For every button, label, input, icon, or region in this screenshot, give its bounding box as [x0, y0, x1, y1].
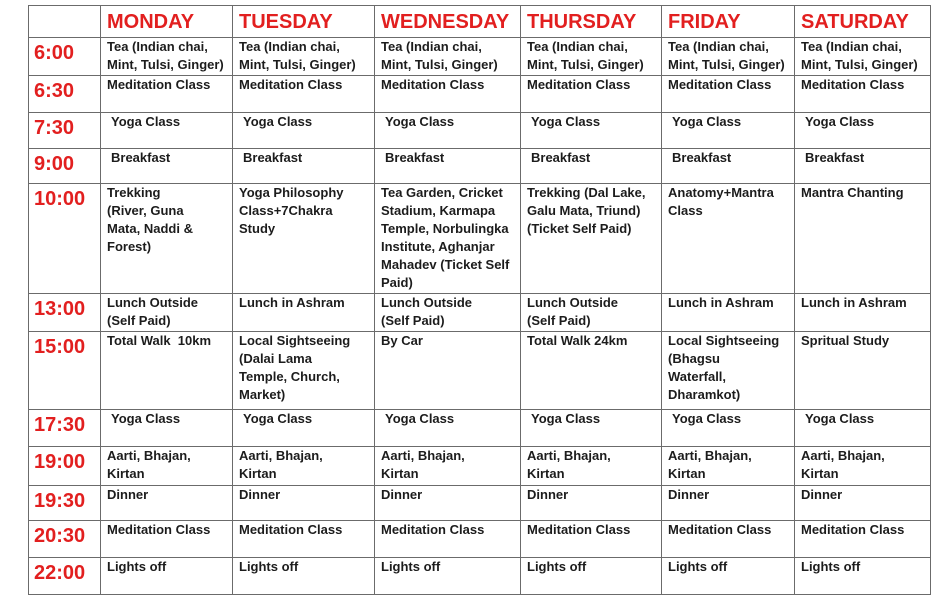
- activity-cell: Local Sightseeing (Bhagsu Waterfall, Dharamkot): [662, 332, 795, 410]
- activity-cell: Meditation Class: [521, 521, 662, 558]
- activity-cell: Meditation Class: [795, 76, 931, 113]
- activity-cell: Lunch in Ashram: [662, 294, 795, 332]
- schedule-row: [29, 447, 931, 486]
- time-slot: 22:00: [29, 558, 101, 595]
- activity-cell: Aarti, Bhajan, Kirtan: [233, 447, 375, 486]
- schedule-row: [29, 76, 931, 113]
- time-slot: 15:00: [29, 332, 101, 410]
- activity-cell: Yoga Class: [521, 410, 662, 447]
- activity-cell: Dinner: [521, 486, 662, 521]
- activity-cell: Tea (Indian chai, Mint, Tulsi, Ginger): [662, 38, 795, 76]
- time-slot: 6:30: [29, 76, 101, 113]
- activity-cell: Lunch Outside (Self Paid): [101, 294, 233, 332]
- header-row: [29, 6, 931, 38]
- time-slot: 7:30: [29, 113, 101, 149]
- activity-cell: Yoga Class: [233, 113, 375, 149]
- activity-cell: Meditation Class: [662, 76, 795, 113]
- day-header: TUESDAY: [233, 6, 375, 38]
- activity-cell: Tea Garden, Cricket Stadium, Karmapa Temple, Norbulingka Institute, Aghanjar Mahadev (Ticket Self Paid): [375, 184, 521, 294]
- activity-cell: Yoga Class: [795, 113, 931, 149]
- activity-cell: Aarti, Bhajan, Kirtan: [795, 447, 931, 486]
- time-slot: 17:30: [29, 410, 101, 447]
- activity-cell: Breakfast: [233, 149, 375, 184]
- activity-cell: Yoga Philosophy Class+7Chakra Study: [233, 184, 375, 294]
- activity-cell: By Car: [375, 332, 521, 410]
- activity-cell: Breakfast: [521, 149, 662, 184]
- schedule-row: [29, 558, 931, 595]
- activity-cell: Yoga Class: [521, 113, 662, 149]
- activity-cell: Meditation Class: [233, 76, 375, 113]
- day-header: MONDAY: [101, 6, 233, 38]
- activity-cell: Breakfast: [662, 149, 795, 184]
- activity-cell: Dinner: [795, 486, 931, 521]
- activity-cell: Yoga Class: [101, 113, 233, 149]
- activity-cell: Meditation Class: [375, 521, 521, 558]
- activity-cell: Lunch Outside (Self Paid): [521, 294, 662, 332]
- activity-cell: Dinner: [375, 486, 521, 521]
- time-slot: 13:00: [29, 294, 101, 332]
- time-slot: 19:30: [29, 486, 101, 521]
- activity-cell: Meditation Class: [375, 76, 521, 113]
- activity-cell: Meditation Class: [101, 76, 233, 113]
- activity-cell: Mantra Chanting: [795, 184, 931, 294]
- schedule-row: [29, 410, 931, 447]
- activity-cell: Trekking (River, Guna Mata, Naddi & Forest): [101, 184, 233, 294]
- day-header: FRIDAY: [662, 6, 795, 38]
- activity-cell: Lights off: [101, 558, 233, 595]
- day-header: WEDNESDAY: [375, 6, 521, 38]
- activity-cell: Aarti, Bhajan, Kirtan: [662, 447, 795, 486]
- day-header: SATURDAY: [795, 6, 931, 38]
- activity-cell: Tea (Indian chai, Mint, Tulsi, Ginger): [101, 38, 233, 76]
- activity-cell: Tea (Indian chai, Mint, Tulsi, Ginger): [795, 38, 931, 76]
- activity-cell: Breakfast: [375, 149, 521, 184]
- activity-cell: Dinner: [233, 486, 375, 521]
- activity-cell: Trekking (Dal Lake, Galu Mata, Triund) (Ticket Self Paid): [521, 184, 662, 294]
- activity-cell: Spritual Study: [795, 332, 931, 410]
- schedule-row: [29, 521, 931, 558]
- activity-cell: Lights off: [233, 558, 375, 595]
- activity-cell: Aarti, Bhajan, Kirtan: [521, 447, 662, 486]
- schedule-row: [29, 38, 931, 76]
- activity-cell: Local Sightseeing (Dalai Lama Temple, Church, Market): [233, 332, 375, 410]
- time-slot: 10:00: [29, 184, 101, 294]
- activity-cell: Lunch Outside (Self Paid): [375, 294, 521, 332]
- activity-cell: Total Walk 10km: [101, 332, 233, 410]
- activity-cell: Aarti, Bhajan, Kirtan: [375, 447, 521, 486]
- schedule-row: [29, 294, 931, 332]
- activity-cell: Yoga Class: [662, 410, 795, 447]
- activity-cell: Lunch in Ashram: [233, 294, 375, 332]
- activity-cell: Yoga Class: [795, 410, 931, 447]
- day-header: THURSDAY: [521, 6, 662, 38]
- schedule-row: [29, 113, 931, 149]
- schedule-row: [29, 184, 931, 294]
- schedule-table: [28, 5, 931, 595]
- activity-cell: Lights off: [795, 558, 931, 595]
- activity-cell: Yoga Class: [662, 113, 795, 149]
- activity-cell: Meditation Class: [233, 521, 375, 558]
- activity-cell: Meditation Class: [101, 521, 233, 558]
- activity-cell: Tea (Indian chai, Mint, Tulsi, Ginger): [233, 38, 375, 76]
- schedule-row: [29, 486, 931, 521]
- activity-cell: Meditation Class: [795, 521, 931, 558]
- schedule-row: [29, 149, 931, 184]
- time-slot: 19:00: [29, 447, 101, 486]
- corner-cell: [29, 6, 101, 38]
- time-slot: 20:30: [29, 521, 101, 558]
- activity-cell: Total Walk 24km: [521, 332, 662, 410]
- activity-cell: Breakfast: [795, 149, 931, 184]
- activity-cell: Yoga Class: [101, 410, 233, 447]
- activity-cell: Meditation Class: [521, 76, 662, 113]
- activity-cell: Tea (Indian chai, Mint, Tulsi, Ginger): [521, 38, 662, 76]
- schedule-row: [29, 332, 931, 410]
- activity-cell: Yoga Class: [375, 113, 521, 149]
- activity-cell: Aarti, Bhajan, Kirtan: [101, 447, 233, 486]
- activity-cell: Tea (Indian chai, Mint, Tulsi, Ginger): [375, 38, 521, 76]
- activity-cell: Lights off: [662, 558, 795, 595]
- activity-cell: Lights off: [521, 558, 662, 595]
- time-slot: 9:00: [29, 149, 101, 184]
- activity-cell: Lunch in Ashram: [795, 294, 931, 332]
- activity-cell: Yoga Class: [375, 410, 521, 447]
- activity-cell: Breakfast: [101, 149, 233, 184]
- activity-cell: Dinner: [662, 486, 795, 521]
- activity-cell: Meditation Class: [662, 521, 795, 558]
- activity-cell: Lights off: [375, 558, 521, 595]
- activity-cell: Yoga Class: [233, 410, 375, 447]
- activity-cell: Anatomy+Mantra Class: [662, 184, 795, 294]
- activity-cell: Dinner: [101, 486, 233, 521]
- time-slot: 6:00: [29, 38, 101, 76]
